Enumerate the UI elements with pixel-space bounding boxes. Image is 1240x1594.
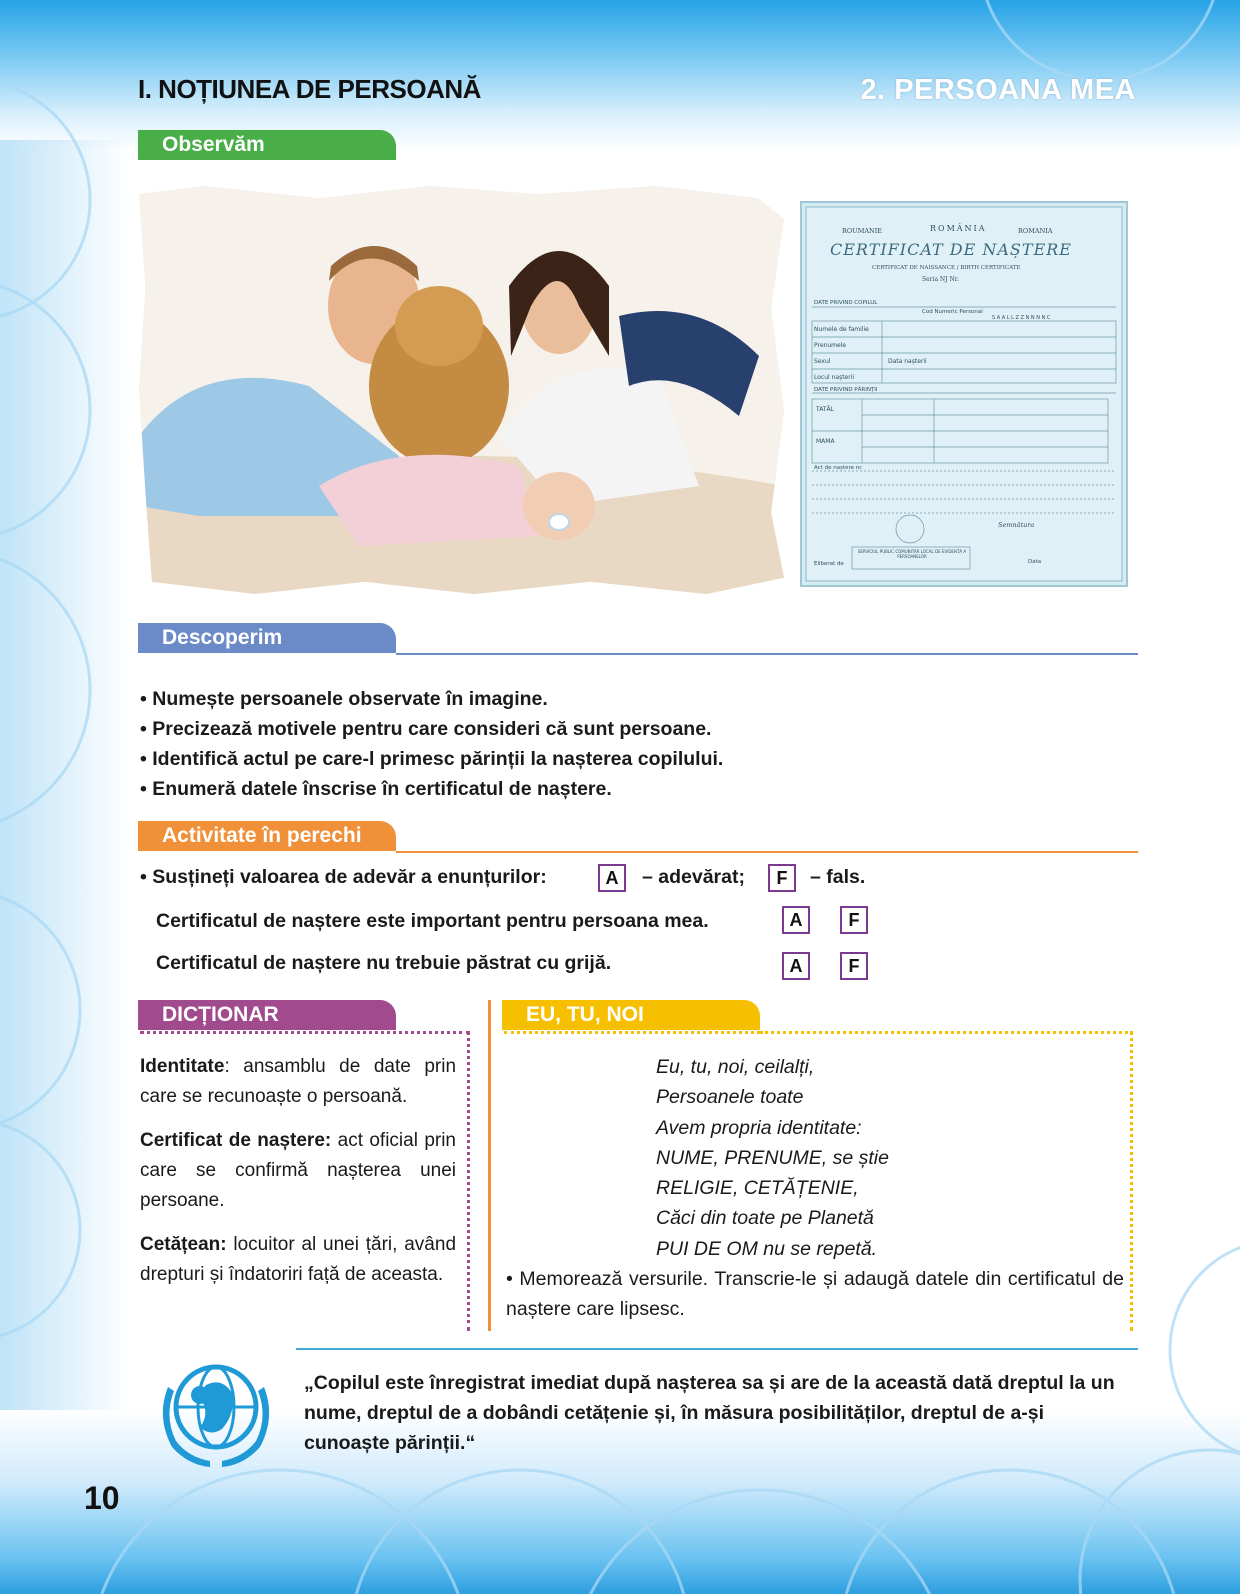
- cert-father: TATĂL: [816, 406, 834, 413]
- statement-2: Certificatul de naștere nu trebuie păstrat cu grijă.: [156, 952, 612, 974]
- quote-rule: [296, 1348, 1138, 1350]
- cert-issued: Eliberat de: [814, 561, 844, 567]
- discover-item: • Precizează motivele pentru care consideri că sunt persoane.: [140, 718, 712, 740]
- statement-2-true-checkbox[interactable]: A: [782, 952, 810, 980]
- cert-sex: Sexul: [814, 358, 831, 365]
- statement-1: Certificatul de naștere este important pentru persoana mea.: [156, 910, 709, 932]
- poem-line: Avem propria identitate:: [656, 1116, 862, 1139]
- cert-subtitle: CERTIFICAT DE NAISSANCE / BIRTH CERTIFICATE: [872, 265, 1021, 271]
- cert-series: Seria NJ Nr.: [922, 276, 959, 283]
- dictionary-entry: Identitate: ansamblu de date prin care se recunoaște o persoană.: [140, 1056, 457, 1107]
- discover-list: [140, 684, 723, 804]
- section-tab-observe: Observăm: [138, 130, 396, 160]
- dictionary-definition: ansamblu de date prin care se recunoaște o persoană.: [140, 1056, 457, 1107]
- cert-surname: Numele de familie: [814, 326, 869, 333]
- convention-quote: „Copilul este înregistrat imediat după nașterea sa și are de la această dată dreptul la un nume, dreptul de a dobândi cetățenie și, în măsura posibilităților, dreptul de a-și cunoaște părinții.“: [304, 1372, 1115, 1454]
- column-divider: [488, 1000, 491, 1331]
- poem-line: NUME, PRENUME, se știe: [656, 1146, 889, 1169]
- dictionary-entry: [140, 1126, 456, 1216]
- statement-1-false-checkbox[interactable]: F: [840, 906, 868, 934]
- statement-1-true-checkbox[interactable]: A: [782, 906, 810, 934]
- section-tab-dictionary: DICȚIONAR: [138, 1000, 396, 1030]
- cert-country-fr: ROUMANIE: [842, 227, 883, 235]
- cert-cnp-value: S A A L L Z Z N N N N C: [992, 315, 1051, 321]
- cert-country-ro: ROMÂNIA: [930, 224, 987, 233]
- pairs-intro: • Susțineți valoarea de adevăr a enunțurilor:: [140, 866, 547, 888]
- dictionary-term: Certificat de naștere:: [140, 1130, 332, 1151]
- cert-first-name: Prenumele: [814, 342, 847, 349]
- cert-title: CERTIFICAT DE NAȘTERE: [830, 240, 1072, 259]
- statement-2-false-checkbox[interactable]: F: [840, 952, 868, 980]
- discover-item: • Identifică actul pe care-l primesc părinții la nașterea copilului.: [140, 748, 724, 770]
- discover-item: • Numește persoanele observate în imagine.: [140, 688, 548, 710]
- cert-birth-place: Locul nașterii: [814, 374, 855, 381]
- section-rule-discover: [396, 653, 1138, 655]
- eu-frame-top: [504, 1031, 760, 1034]
- poem-line: Eu, tu, noi, ceilalți,: [656, 1056, 815, 1078]
- poem-line: PUI DE OM nu se repetă.: [656, 1237, 878, 1260]
- cert-office: SERVICIUL PUBLIC COMUNITAR LOCAL DE EVIDENȚĂ A PERSOANELOR: [857, 549, 967, 559]
- cert-mother: MAMA: [816, 438, 835, 445]
- legend-true-box: A: [598, 864, 626, 892]
- cert-country-en: ROMANIA: [1018, 227, 1053, 235]
- dictionary-entry: [140, 1230, 456, 1290]
- birth-certificate-image: [800, 201, 1128, 587]
- cert-birth-date: Data nașterii: [888, 358, 927, 365]
- cert-registration: Act de naștere nr.: [814, 465, 863, 471]
- section-tab-discover: Descoperim: [138, 623, 396, 653]
- poem: [656, 1052, 889, 1264]
- cert-cnp: Cod Numeric Personal: [922, 309, 983, 315]
- dictionary-term: Cetățean:: [140, 1234, 227, 1255]
- legend-true-label: – adevărat;: [642, 866, 745, 888]
- cert-date: Data: [1028, 559, 1042, 565]
- chapter-title: I. NOȚIUNEA DE PERSOANĂ: [138, 74, 481, 104]
- page-number: 10: [84, 1480, 120, 1516]
- side-background: [0, 140, 130, 1440]
- dictionary-term: Identitate: [140, 1056, 225, 1077]
- poem-line: Căci din toate pe Planetă: [656, 1207, 874, 1230]
- section-tab-pairs: Activitate în perechi: [138, 821, 396, 851]
- cert-parents-section: DATE PRIVIND PĂRINȚII: [814, 387, 878, 393]
- poem-line: RELIGIE, CETĂȚENIE,: [656, 1177, 859, 1200]
- cert-signature: Semnătura: [998, 521, 1035, 529]
- unicef-logo-icon: [148, 1347, 284, 1477]
- legend-false-box: F: [768, 864, 796, 892]
- poem-line: Persoanele toate: [656, 1086, 804, 1109]
- section-rule-pairs: [396, 851, 1138, 853]
- dictionary-entries: [140, 1052, 456, 1304]
- family-photo: [139, 186, 784, 594]
- cert-child-section: DATE PRIVIND COPILUL: [814, 300, 878, 306]
- lesson-title: 2. PERSOANA MEA: [860, 74, 1136, 106]
- section-tab-eu-tu-noi: EU, TU, NOI: [502, 1000, 760, 1030]
- dictionary-definition: locuitor al unei țări, având drepturi și îndatoriri față de aceasta.: [140, 1234, 457, 1285]
- memorize-task: • Memorează versurile. Transcrie-le și adaugă datele din certificatul de naștere care lipsesc.: [506, 1268, 1124, 1320]
- dictionary-definition: act oficial prin care se confirmă nașterea unei persoane.: [140, 1130, 456, 1211]
- legend-false-label: – fals.: [810, 866, 866, 888]
- discover-item: • Enumeră datele înscrise în certificatul de naștere.: [140, 778, 612, 800]
